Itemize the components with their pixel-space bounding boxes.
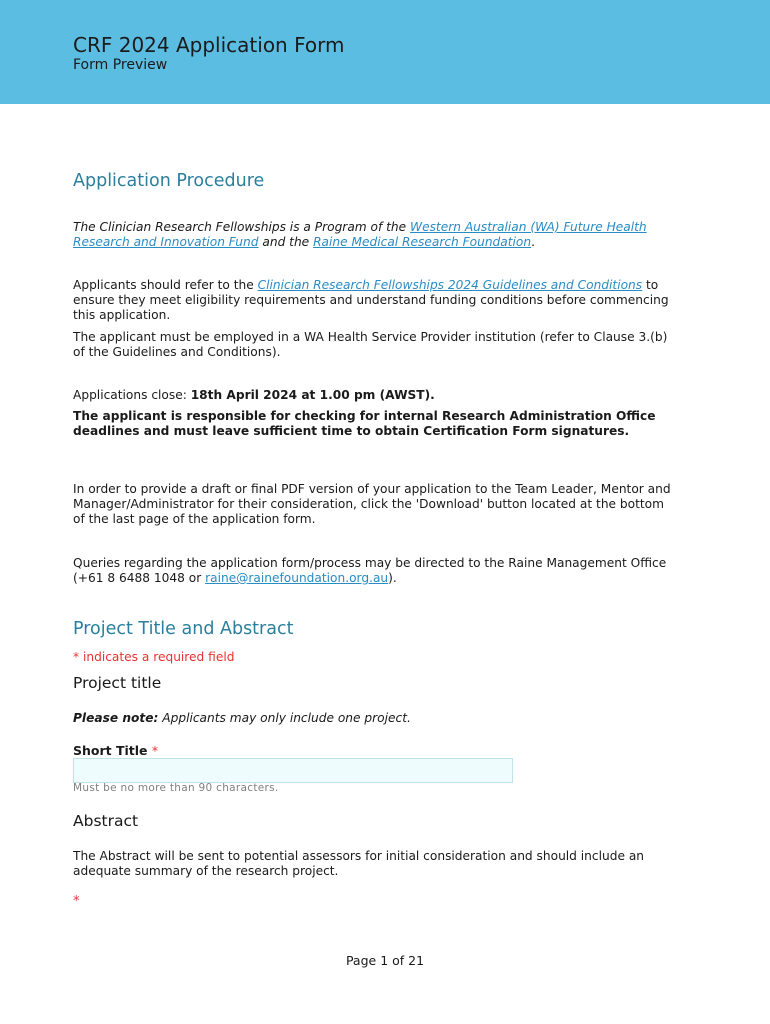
intro-paragraph (73, 220, 678, 250)
guidelines-link[interactable]: Clinician Research Fellowships 2024 Guidelines and Conditions (257, 278, 643, 292)
project-title-heading: Project title (73, 674, 162, 692)
section-heading-project-title-abstract: Project Title and Abstract (73, 619, 294, 639)
refer-text-1: Applicants should refer to the (73, 278, 258, 292)
please-note-text: Applicants may only include one project. (158, 711, 411, 725)
required-marker: * (151, 743, 159, 758)
applications-close (73, 388, 678, 403)
abstract-heading: Abstract (73, 812, 139, 830)
abstract-required-marker: * (73, 894, 80, 909)
intro-text-1: The Clinician Research Fellowships is a Program of the (73, 220, 411, 234)
download-paragraph: In order to provide a draft or final PDF version of your application to the Team Leader, Mentor and Manager/Administrator for their consideration, click the 'Download' button located at the bottom of the last page of the application form. (73, 482, 671, 526)
form-header (0, 0, 770, 104)
close-date: 18th April 2024 at 1.00 pm (AWST). (190, 388, 435, 402)
future-health-fund-link[interactable]: Western Australian (WA) Future Health Research and Innovation Fund (73, 220, 647, 249)
required-field-note: * indicates a required field (73, 650, 235, 664)
queries-text-2: ). (388, 571, 397, 585)
raine-foundation-link[interactable]: Raine Medical Research Foundation (313, 235, 532, 249)
intro-text-3: . (531, 235, 535, 249)
section-heading-application-procedure: Application Procedure (73, 171, 265, 191)
refer-paragraph (73, 278, 678, 323)
intro-text-2: and the (258, 235, 314, 249)
page-number: Page 1 of 21 (345, 953, 425, 968)
form-subtitle: Form Preview (73, 57, 168, 73)
short-title-input[interactable] (73, 758, 513, 783)
short-title-label (73, 743, 158, 758)
short-title-label-text: Short Title (73, 743, 148, 758)
queries-text-1: Queries regarding the application form/process may be directed to the Raine Management Office (+61 8 6488 1048 or (73, 556, 667, 585)
employment-paragraph: The applicant must be employed in a WA Health Service Provider institution (refer to Clause 3.(b) of the Guidelines and Conditions). (73, 330, 668, 359)
form-title: CRF 2024 Application Form (73, 33, 345, 57)
close-label: Applications close: (73, 388, 191, 402)
raine-email-link[interactable]: raine@rainefoundation.org.au (205, 571, 389, 585)
abstract-description: The Abstract will be sent to potential assessors for initial consideration and should include an adequate summary of the research project. (73, 849, 645, 878)
queries-paragraph (73, 556, 678, 586)
responsibility-paragraph: The applicant is responsible for checking for internal Research Administration Office deadlines and must leave sufficient time to obtain Certification Form signatures. (73, 409, 656, 438)
please-note-label: Please note: (73, 711, 159, 725)
refer-text-2: to ensure they meet eligibility requirements and understand funding conditions before commencing this application. (73, 278, 669, 322)
please-note (73, 711, 678, 726)
short-title-hint: Must be no more than 90 characters. (73, 782, 279, 794)
